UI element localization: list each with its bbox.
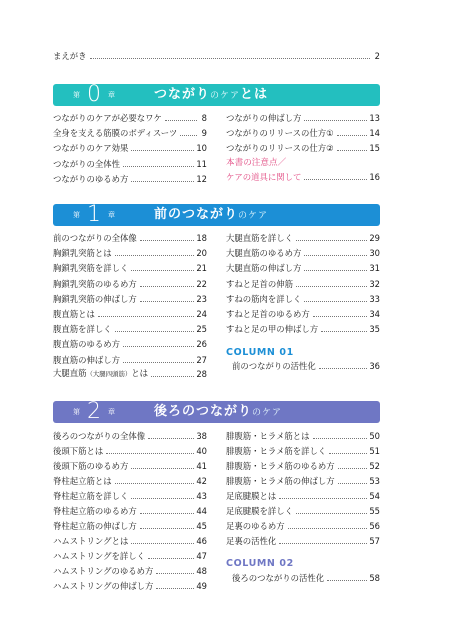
leader-dots: [115, 483, 195, 484]
entry-page: 49: [196, 581, 207, 591]
entry-title: 脊柱起立筋の伸ばし方: [53, 521, 137, 531]
leader-dots: [131, 270, 194, 271]
leader-dots: [288, 528, 368, 529]
leader-dots: [304, 179, 367, 180]
entry-page: 48: [196, 566, 207, 576]
entry-page: 50: [369, 431, 380, 441]
entry-title: すねと足首の伸筋: [226, 278, 293, 289]
toc-entry: [53, 323, 207, 335]
leader-dots: [296, 240, 367, 241]
leader-dots: [140, 528, 195, 529]
toc-entry: [53, 550, 207, 562]
entry-title: 足裏の活性化: [226, 536, 277, 546]
entry-title: ケアの道具に関して: [226, 172, 302, 182]
entry-page: 13: [369, 113, 380, 123]
leader-dots: [313, 316, 368, 317]
entry-title: 前のつながりの全体像: [53, 233, 137, 243]
toc-entry: [53, 368, 207, 380]
entry-page: 16: [369, 172, 380, 182]
entry-page: 32: [369, 278, 380, 289]
entry-page: 45: [196, 521, 207, 531]
leader-dots: [131, 150, 194, 151]
toc-entry: [226, 247, 380, 259]
leader-dots: [148, 558, 194, 559]
entry-title: まえがき: [53, 51, 87, 61]
toc-entry: [226, 293, 380, 305]
toc-entry: [53, 232, 207, 244]
entry-title: 腹直筋を詳しく: [53, 324, 112, 335]
toc-entry: [53, 293, 207, 305]
entry-page: 11: [196, 158, 207, 169]
entry-page: 9: [201, 128, 207, 139]
entry-page: 23: [196, 293, 207, 304]
entry-title: つながりのリリースの仕方①: [226, 128, 334, 139]
entry-page: 34: [369, 309, 380, 319]
toc-entry: [226, 445, 380, 457]
entry-title: 腹直筋のゆるめ方: [53, 339, 120, 350]
toc-entry: [226, 490, 380, 502]
leader-dots: [106, 453, 194, 454]
chapter-suffix: 章: [108, 408, 115, 416]
toc-entry: [53, 127, 207, 139]
entry-page: 58: [369, 573, 380, 583]
toc-entry: [53, 354, 207, 366]
toc-entry: [53, 308, 207, 320]
leader-dots: [313, 438, 368, 439]
leader-dots: [321, 331, 367, 332]
leader-dots: [131, 181, 194, 182]
leader-dots: [165, 120, 197, 121]
toc-entry: [226, 308, 380, 320]
entry-title: 腓腹筋・ヒラメ筋を詳しく: [226, 446, 327, 456]
entry-page: 28: [196, 369, 207, 379]
entry-page: 29: [369, 233, 380, 243]
toc-entry: [53, 520, 207, 532]
chapter-suffix: 章: [108, 211, 115, 219]
leader-dots: [296, 513, 367, 514]
leader-dots: [148, 438, 194, 439]
entry-title: 腓腹筋・ヒラメ筋のゆるめ方: [226, 461, 335, 471]
entry-page: 35: [369, 324, 380, 335]
entry-page: 18: [196, 233, 207, 243]
entry-title: 胸鎖乳突筋とは: [53, 248, 112, 259]
toc-entry: [226, 460, 380, 472]
leader-dots: [296, 286, 367, 287]
toc-entry: [226, 278, 380, 290]
entry-page: 53: [369, 476, 380, 486]
entry-title: 足裏のゆるめ方: [226, 521, 285, 531]
entry-title: 足底腱膜を詳しく: [226, 506, 293, 516]
chapter-number: 2: [87, 399, 101, 424]
toc-entry: [226, 430, 380, 442]
chapter-1-banner: [53, 204, 380, 226]
entry-page: 26: [196, 339, 207, 350]
entry-title: ハムストリングの伸ばし方: [53, 581, 154, 591]
entry-title: すねと足の甲の伸ばし方: [226, 324, 319, 335]
entry-page: 25: [196, 324, 207, 335]
toc-entry: [53, 262, 207, 274]
entry-page: 20: [196, 248, 207, 259]
toc-entry: [53, 490, 207, 502]
toc-entry: [226, 232, 380, 244]
column-01-heading: COLUMN 01: [226, 347, 294, 358]
leader-dots: [319, 368, 368, 369]
entry-page: 21: [196, 263, 207, 274]
entry-page: 24: [196, 309, 207, 319]
leader-dots: [140, 240, 195, 241]
toc-entry: [226, 505, 380, 517]
entry-page: 54: [369, 491, 380, 501]
toc-entry-note: [226, 171, 380, 183]
toc-entry: [53, 475, 207, 487]
toc-entry: [53, 173, 207, 185]
toc-entry: [226, 127, 380, 139]
entry-page: 40: [196, 446, 207, 456]
toc-entry: [53, 142, 207, 154]
entry-title: ハムストリングを詳しく: [53, 551, 145, 561]
note-line-1: 本書の注意点／: [226, 158, 287, 168]
entry-page: 56: [369, 521, 380, 531]
toc-entry-column-01: [232, 360, 380, 372]
entry-title: つながりの伸ばし方: [226, 113, 302, 123]
leader-dots: [123, 362, 194, 363]
entry-title: 前のつながりの活性化: [232, 361, 316, 371]
chapter-number: 0: [87, 82, 101, 107]
entry-page: 15: [369, 143, 380, 154]
entry-page: 30: [369, 248, 380, 259]
entry-page: 41: [196, 461, 207, 471]
entry-page: 43: [196, 491, 207, 501]
toc-entry: [53, 247, 207, 259]
toc-entry: [53, 278, 207, 290]
chapter-prefix: 第: [73, 408, 80, 416]
leader-dots: [304, 255, 367, 256]
entry-title: 腓腹筋・ヒラメ筋の伸ばし方: [226, 476, 335, 486]
entry-page: 44: [196, 506, 207, 516]
chapter-prefix: 第: [73, 211, 80, 219]
entry-title: つながりのリリースの仕方②: [226, 143, 334, 154]
leader-dots: [327, 580, 367, 581]
entry-title: つながりの全体性: [53, 158, 120, 169]
toc-entry: [53, 158, 207, 170]
entry-title: 腹直筋の伸ばし方: [53, 354, 120, 365]
entry-page: 52: [369, 461, 380, 471]
leader-dots: [90, 58, 371, 59]
entry-page: 33: [369, 293, 380, 304]
entry-page: 31: [369, 263, 380, 274]
leader-dots: [337, 150, 368, 151]
leader-dots: [123, 346, 194, 347]
toc-entry: [53, 535, 207, 547]
column-02-heading: COLUMN 02: [226, 558, 294, 569]
leader-dots: [337, 135, 368, 136]
leader-dots: [140, 301, 195, 302]
toc-entry: [226, 142, 380, 154]
entry-title: つながりのケアが必要なワケ: [53, 113, 162, 123]
toc-entry: [226, 475, 380, 487]
toc-entry: [226, 535, 380, 547]
leader-dots: [140, 286, 195, 287]
toc-entry: [53, 460, 207, 472]
entry-title: 全身を支える筋膜のボディスーツ: [53, 128, 178, 139]
entry-title: 脊柱起立筋とは: [53, 476, 112, 486]
entry-page: 42: [196, 476, 207, 486]
entry-title: つながりのゆるめ方: [53, 173, 129, 184]
entry-title: 後頭下筋とは: [53, 446, 104, 456]
toc-entry: [53, 580, 207, 592]
entry-page: 2: [374, 51, 380, 61]
toc-entry: [53, 430, 207, 442]
toc-entry-column-02: [232, 572, 380, 584]
entry-title: つながりのケア効果: [53, 143, 129, 154]
leader-dots: [115, 331, 195, 332]
entry-title: 胸鎖乳突筋の伸ばし方: [53, 293, 137, 304]
entry-title: 腹直筋とは: [53, 309, 95, 319]
leader-dots: [115, 255, 195, 256]
entry-title: 大腿直筋（大腿四頭筋）とは: [53, 368, 148, 378]
leader-dots: [123, 166, 194, 167]
leader-dots: [338, 483, 368, 484]
entry-page: 27: [196, 354, 207, 365]
entry-page: 8: [201, 113, 207, 123]
toc-entry: [53, 112, 207, 124]
entry-title: 脊柱起立筋を詳しく: [53, 491, 129, 501]
entry-title: 大腿直筋のゆるめ方: [226, 248, 302, 259]
leader-dots: [131, 543, 194, 544]
leader-dots: [151, 376, 194, 377]
chapter-prefix: 第: [73, 91, 80, 99]
entry-page: 10: [196, 143, 207, 154]
entry-page: 12: [196, 173, 207, 184]
entry-page: 57: [369, 536, 380, 546]
chapter-title: 後ろのつながりのケア: [154, 404, 283, 419]
chapter-suffix: 章: [108, 91, 115, 99]
toc-entry: [226, 323, 380, 335]
leader-dots: [338, 468, 368, 469]
toc-entry-preface: [53, 50, 380, 62]
entry-title: 大腿直筋の伸ばし方: [226, 263, 302, 274]
entry-title: ハムストリングのゆるめ方: [53, 566, 154, 576]
entry-title: 後ろのつながりの全体像: [53, 431, 146, 441]
entry-title: 脊柱起立筋のゆるめ方: [53, 506, 137, 516]
toc-entry: [53, 505, 207, 517]
leader-dots: [131, 468, 194, 469]
entry-page: 51: [369, 446, 380, 456]
entry-page: 47: [196, 551, 207, 561]
toc-entry: [226, 112, 380, 124]
entry-title: 後頭下筋のゆるめ方: [53, 461, 129, 471]
entry-title: 胸鎖乳突筋のゆるめ方: [53, 278, 137, 289]
entry-title: 腓腹筋・ヒラメ筋とは: [226, 431, 310, 441]
chapter-title: 前のつながりのケア: [154, 207, 269, 222]
entry-title: すねの筋肉を詳しく: [226, 293, 302, 304]
entry-page: 38: [196, 431, 207, 441]
entry-page: 36: [369, 361, 380, 371]
entry-title: すねと足首のゆるめ方: [226, 309, 310, 319]
entry-page: 46: [196, 536, 207, 546]
entry-title: 後ろのつながりの活性化: [232, 573, 325, 583]
toc-entry: [226, 262, 380, 274]
toc-entry: [226, 520, 380, 532]
chapter-2-banner: [53, 401, 380, 423]
entry-title: 胸鎖乳突筋を詳しく: [53, 263, 129, 274]
toc-entry: [53, 445, 207, 457]
entry-title: 大腿直筋を詳しく: [226, 233, 293, 243]
chapter-number: 1: [87, 202, 101, 227]
leader-dots: [304, 270, 367, 271]
entry-title: ハムストリングとは: [53, 536, 129, 546]
leader-dots: [131, 498, 194, 499]
entry-page: 22: [196, 278, 207, 289]
entry-page: 14: [369, 128, 380, 139]
chapter-title: つながりのケアとは: [154, 87, 269, 102]
leader-dots: [304, 301, 367, 302]
leader-dots: [98, 316, 194, 317]
entry-page: 55: [369, 506, 380, 516]
leader-dots: [156, 573, 194, 574]
chapter-0-banner: [53, 84, 380, 106]
leader-dots: [304, 120, 367, 121]
toc-entry: [53, 565, 207, 577]
leader-dots: [279, 543, 367, 544]
leader-dots: [279, 498, 367, 499]
leader-dots: [329, 453, 367, 454]
leader-dots: [180, 135, 197, 136]
toc-entry: [53, 338, 207, 350]
entry-title: 足底腱膜とは: [226, 491, 277, 501]
leader-dots: [140, 513, 195, 514]
leader-dots: [156, 588, 194, 589]
